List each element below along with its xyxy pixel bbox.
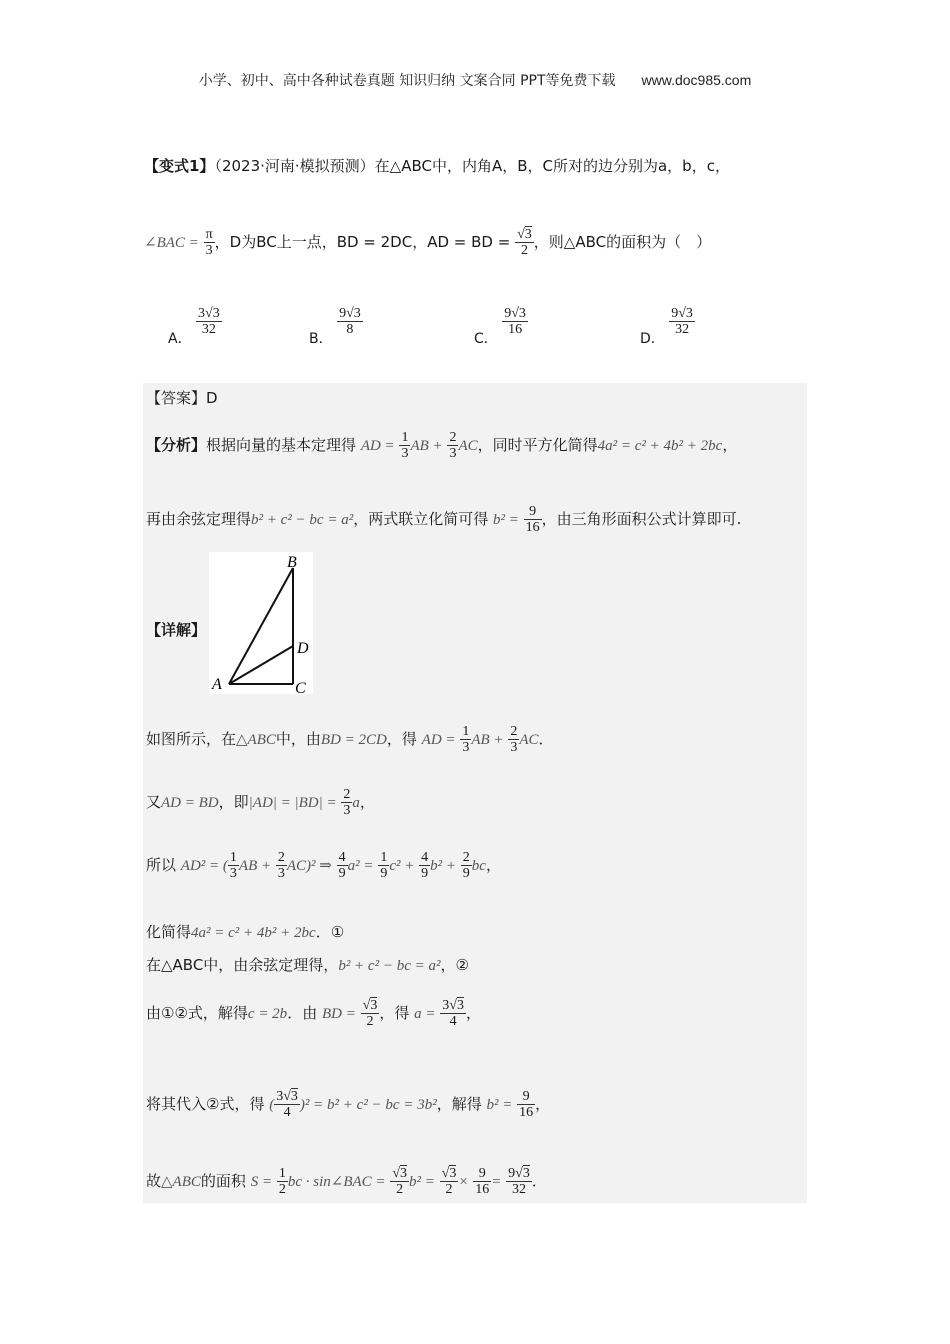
option-b-value: $\frac{9√3}{8}$: [339, 306, 361, 337]
label-a: A: [212, 676, 222, 693]
header-text: 小学、初中、高中各种试卷真题 知识归纳 文案合同 PPT等免费下载: [198, 73, 616, 89]
label-d: D: [297, 640, 309, 657]
detail-5b: ，②: [440, 956, 469, 974]
answer-label: 【答案】D: [146, 389, 218, 407]
detail-line-6: 由①②式，解得c = 2b．由 BD = $\frac{√3}{2}$ ，得 a = $\frac{3√3}{4}$ ，: [146, 998, 481, 1029]
detail-line-1: 如图所示，在△ABC中，由BD = 2CD，得 AD = $\frac{1}{3}$ AB + $\frac{2}{3}$ AC．: [146, 724, 554, 755]
detail-5-eq: b² + c² − bc = a²: [338, 958, 441, 974]
detail-2b: ，即: [218, 793, 249, 811]
option-c[interactable]: [474, 306, 528, 348]
analysis-text-2b: ，两式联立化简可得: [353, 510, 489, 528]
analysis-label: 【分析】: [146, 436, 207, 454]
option-a-value: $\frac{3√3}{32}$: [198, 306, 220, 337]
page-header: [0, 70, 950, 90]
detail-1c: ，得: [386, 730, 417, 748]
analysis-text-1b: ，同时平方化简得: [477, 436, 598, 454]
triangle-diagram: [209, 552, 313, 694]
vector-eq-1: AD =: [360, 438, 395, 454]
problem-text-2b: ，D为BC上一点，BD = 2DC，AD = BD =: [214, 233, 511, 251]
detail-line-3: 所以 AD² = ( $\frac{1}{3}$ AB + $\frac{2}{3}$ AC)² ⇒ $\frac{4}{9}$ a² = $\frac{1}{9}$ c² + $\frac{4}{9}$ b² + $\frac{2}{9}$ bc，: [146, 850, 501, 881]
detail-2a: 又: [146, 793, 162, 811]
detail-6b: ．由: [287, 1004, 318, 1022]
option-b-label: B．: [309, 331, 333, 347]
answer-line: [146, 388, 218, 408]
option-c-value: $\frac{9√3}{16}$: [504, 306, 526, 337]
detail-7b: ，解得: [436, 1095, 482, 1113]
detail-4b: ．①: [315, 923, 345, 941]
label-c: C: [295, 680, 306, 694]
detail-8a: 故: [146, 1172, 162, 1190]
options-row: [168, 306, 728, 350]
header-site: www.doc985.com: [641, 72, 752, 88]
detail-line-5: [146, 955, 469, 976]
analysis-line-2: 再由余弦定理得b² + c² − bc = a²，两式联立化简可得 b² = $\frac{9}{16}$ ，由三角形面积公式计算即可.: [146, 504, 742, 535]
problem-line-2: [144, 220, 711, 264]
analysis-text-2c: ，由三角形面积公式计算即可.: [541, 510, 742, 528]
option-d[interactable]: [640, 306, 695, 348]
detail-8b: 的面积: [200, 1172, 246, 1190]
detail-5a: 在△ABC中，由余弦定理得，: [146, 956, 339, 974]
detail-7a: 将其代入②式，得: [146, 1095, 265, 1113]
analysis-eq-1: 4a² = c² + 4b² + 2bc: [597, 438, 723, 454]
detail-1b: 中，由: [275, 730, 321, 748]
analysis-eq-2: b² + c² − bc = a²: [251, 512, 354, 528]
detail-line-7: 将其代入②式，得 ( $\frac{3√3}{4}$ )² = b² + c² − bc = 3b²，解得 b² = $\frac{9}{16}$ ，: [146, 1089, 551, 1120]
detail-1a: 如图所示，在: [146, 730, 237, 748]
option-d-value: $\frac{9√3}{32}$: [671, 306, 693, 337]
pi-over-3: $\frac{\pi}{3}$: [205, 227, 213, 258]
analysis-text-1a: 根据向量的基本定理得: [206, 436, 357, 454]
label-b: B: [287, 554, 297, 571]
detail-4a: 化简得: [146, 923, 192, 941]
detail-6a: 由①②式，解得: [146, 1004, 248, 1022]
option-b[interactable]: [309, 306, 363, 348]
option-a-label: A．: [168, 331, 192, 347]
detail-line-2: 又AD = BD，即|AD| = |BD| = $\frac{2}{3}$ a，: [146, 787, 375, 818]
detail-label: 【详解】: [146, 621, 207, 639]
detail-6c: ，得: [379, 1004, 410, 1022]
detail-line-4: [146, 922, 344, 943]
option-a[interactable]: [168, 306, 222, 348]
problem-label: 【变式1】: [144, 157, 215, 175]
analysis-text-2a: 再由余弦定理得: [146, 510, 252, 528]
detail-3a: 所以: [146, 856, 177, 874]
option-d-label: D．: [640, 331, 665, 347]
angle-bac: ∠BAC =: [144, 235, 199, 251]
triangle-figure: [209, 552, 313, 694]
problem-text-1: 在△ABC中，内角A，B，C所对的边分别为a，b，c，: [374, 157, 730, 175]
detail-line-8: 故△ABC的面积 S = $\frac{1}{2}$ bc · sin∠BAC = $\frac{√3}{2}$ b² = $\frac{√3}{2}$ × $\frac{9}{16}$ = $\frac{9√3}{32}$ ．: [146, 1166, 547, 1197]
problem-text-2c: ，则△ABC的面积为（ ）: [533, 233, 712, 251]
detail-6-eq: c = 2b: [247, 1006, 288, 1022]
problem-source: （2023·河南·模拟预测）: [214, 157, 375, 175]
option-c-label: C．: [474, 331, 498, 347]
problem-line-1: [144, 156, 730, 176]
sqrt3-over-2: $\frac{√3}{2}$: [517, 227, 532, 258]
detail-4-eq: 4a² = c² + 4b² + 2bc: [191, 925, 316, 941]
detail-label-line: [146, 620, 206, 640]
analysis-line-1: 【分析】根据向量的基本定理得 AD = $\frac{1}{3}$ AB + $\frac{2}{3}$ AC，同时平方化简得4a² = c² + 4b² + 2bc，: [146, 430, 738, 461]
